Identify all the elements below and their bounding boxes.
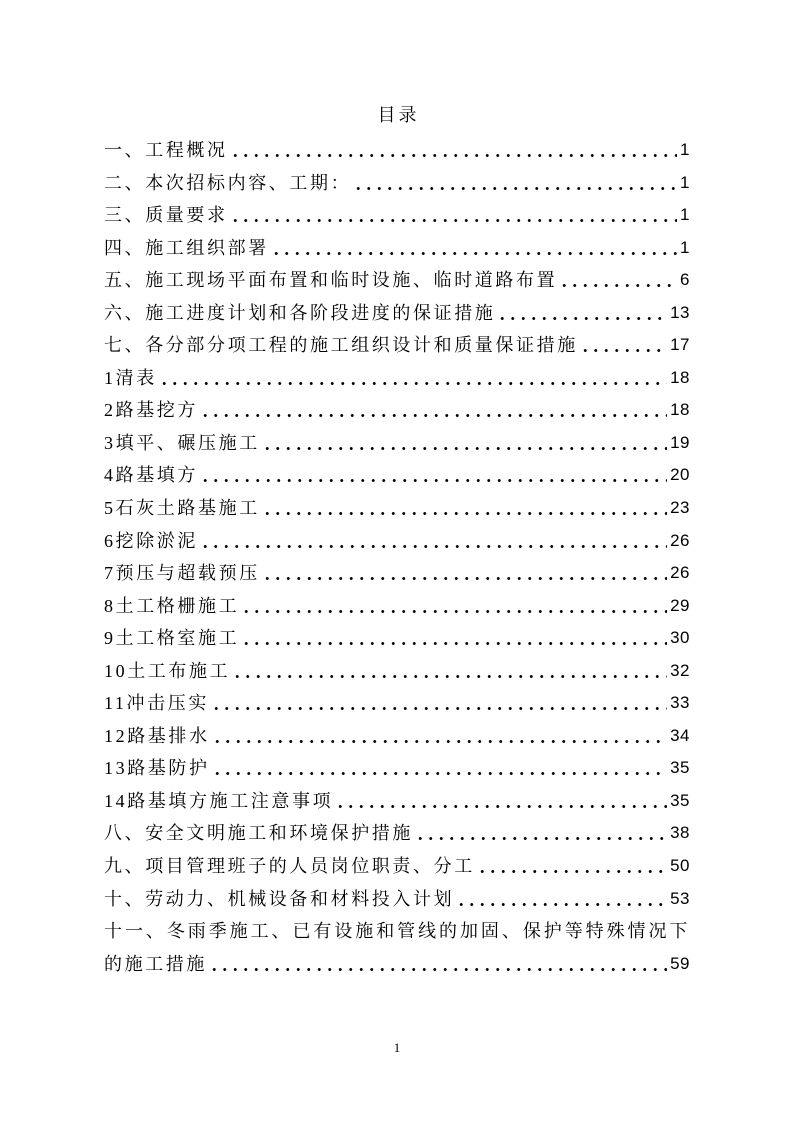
toc-entry-page: 29 <box>670 595 690 615</box>
dot-leader <box>230 134 677 167</box>
toc-entry-title-line1: 十一、冬雨季施工、已有设施和管线的加固、保护等特殊情况下 <box>104 921 690 942</box>
toc-entry <box>104 264 690 297</box>
dot-leader <box>477 850 667 883</box>
dot-leader <box>559 264 677 297</box>
toc-entry-title: 1清表 <box>104 367 157 388</box>
toc-entry <box>104 134 690 167</box>
dot-leader <box>230 199 677 232</box>
toc-entry-title: 五、施工现场平面布置和临时设施、临时道路布置 <box>104 270 558 291</box>
table-of-contents <box>104 134 690 980</box>
toc-entry <box>104 850 690 883</box>
toc-entry-page: 1 <box>680 205 690 225</box>
toc-entry-title: 11冲击压实 <box>104 693 209 714</box>
toc-entry-page: 38 <box>670 823 690 843</box>
dot-leader <box>580 329 667 362</box>
toc-entry-page: 26 <box>670 530 690 550</box>
toc-entry-title: 12路基排水 <box>104 725 210 746</box>
dot-leader <box>241 590 667 623</box>
toc-entry-title: 一、工程概况 <box>104 140 228 160</box>
dot-leader <box>212 720 667 753</box>
toc-entry-page: 30 <box>670 628 690 648</box>
toc-heading: 目录 <box>377 105 420 125</box>
dot-leader <box>262 427 667 460</box>
toc-entry-page: 18 <box>670 367 690 387</box>
toc-entry <box>104 394 690 427</box>
toc-entry <box>104 362 690 395</box>
dot-leader <box>335 785 667 818</box>
toc-entry <box>104 199 690 232</box>
toc-entry-title: 2路基挖方 <box>104 400 198 421</box>
toc-entry-page: 1 <box>680 140 690 159</box>
toc-entry <box>104 427 690 460</box>
toc-entry-title: 七、各分部分项工程的施工组织设计和质量保证措施 <box>104 335 578 356</box>
toc-entry-page: 20 <box>670 465 690 485</box>
toc-entry-title: 4路基填方 <box>104 465 198 486</box>
toc-entry <box>104 948 690 981</box>
toc-entry-page: 50 <box>670 856 690 876</box>
dot-leader <box>271 232 677 265</box>
toc-entry-page: 53 <box>670 888 690 908</box>
toc-entry-page: 17 <box>670 335 690 355</box>
toc-entry-title: 7预压与超载预压 <box>104 563 260 584</box>
toc-entry-title: 九、项目管理班子的人员岗位职责、分工 <box>104 856 475 877</box>
toc-entry-title: 13路基防护 <box>104 758 210 779</box>
toc-entry <box>104 817 690 850</box>
dot-leader <box>262 492 667 525</box>
toc-entry-title: 六、施工进度计划和各阶段进度的保证措施 <box>104 302 496 323</box>
dot-leader <box>200 525 667 558</box>
toc-entry-page: 1 <box>680 172 690 192</box>
toc-entry-page: 33 <box>670 693 690 713</box>
dot-leader <box>209 948 667 981</box>
toc-entry <box>104 557 690 590</box>
toc-entry-title: 二、本次招标内容、工期： <box>104 172 352 193</box>
toc-entry-title: 5石灰土路基施工 <box>104 498 260 519</box>
dot-leader <box>159 362 667 395</box>
dot-leader <box>262 557 667 590</box>
toc-entry-title: 十、劳动力、机械设备和材料投入计划 <box>104 888 455 909</box>
dot-leader <box>497 297 667 330</box>
toc-entry-page: 34 <box>670 725 690 745</box>
page-number: 1 <box>393 1040 401 1055</box>
toc-entry <box>104 232 690 265</box>
toc-entry <box>104 459 690 492</box>
toc-entry <box>104 329 690 362</box>
dot-leader <box>456 883 667 916</box>
toc-entry-page: 59 <box>670 953 690 973</box>
toc-entry-page: 23 <box>670 498 690 518</box>
toc-entry-page: 18 <box>670 400 690 420</box>
toc-entry-page: 35 <box>670 758 690 778</box>
toc-entry <box>104 687 690 720</box>
dot-leader <box>232 655 667 688</box>
dot-leader <box>415 817 667 850</box>
toc-entry-title: 10土工布施工 <box>104 660 231 681</box>
toc-entry-title: 9土工格室施工 <box>104 628 240 649</box>
toc-entry <box>104 492 690 525</box>
toc-entry-page: 35 <box>670 790 690 810</box>
toc-entry <box>104 167 690 200</box>
dot-leader <box>241 622 667 655</box>
toc-entry-title: 四、施工组织部署 <box>104 237 269 258</box>
toc-entry <box>104 297 690 330</box>
toc-entry-title: 14路基填方施工注意事项 <box>104 790 334 811</box>
toc-entry-title: 八、安全文明施工和环境保护措施 <box>104 823 413 844</box>
toc-entry <box>104 590 690 623</box>
toc-entry-page: 19 <box>670 432 690 452</box>
toc-entry <box>104 883 690 916</box>
toc-entry <box>104 720 690 753</box>
toc-entry-title: 6挖除淤泥 <box>104 530 198 551</box>
toc-entry-page: 13 <box>670 302 690 322</box>
toc-entry-title: 三、质量要求 <box>104 205 228 226</box>
toc-entry <box>104 752 690 785</box>
toc-entry-title: 3填平、碾压施工 <box>104 432 260 453</box>
toc-entry <box>104 655 690 688</box>
dot-leader <box>353 167 677 200</box>
toc-entry-title-line2: 的施工措施 <box>104 953 207 974</box>
toc-entry-page: 26 <box>670 563 690 583</box>
toc-entry-title: 8土工格栅施工 <box>104 595 240 616</box>
dot-leader <box>200 459 667 492</box>
toc-entry-page: 32 <box>670 660 690 680</box>
toc-entry <box>104 622 690 655</box>
toc-entry <box>104 785 690 818</box>
dot-leader <box>212 752 667 785</box>
toc-entry <box>104 525 690 558</box>
dot-leader <box>211 687 667 720</box>
toc-entry-page: 1 <box>680 237 690 257</box>
dot-leader <box>200 394 667 427</box>
toc-entry-page: 6 <box>680 270 690 290</box>
